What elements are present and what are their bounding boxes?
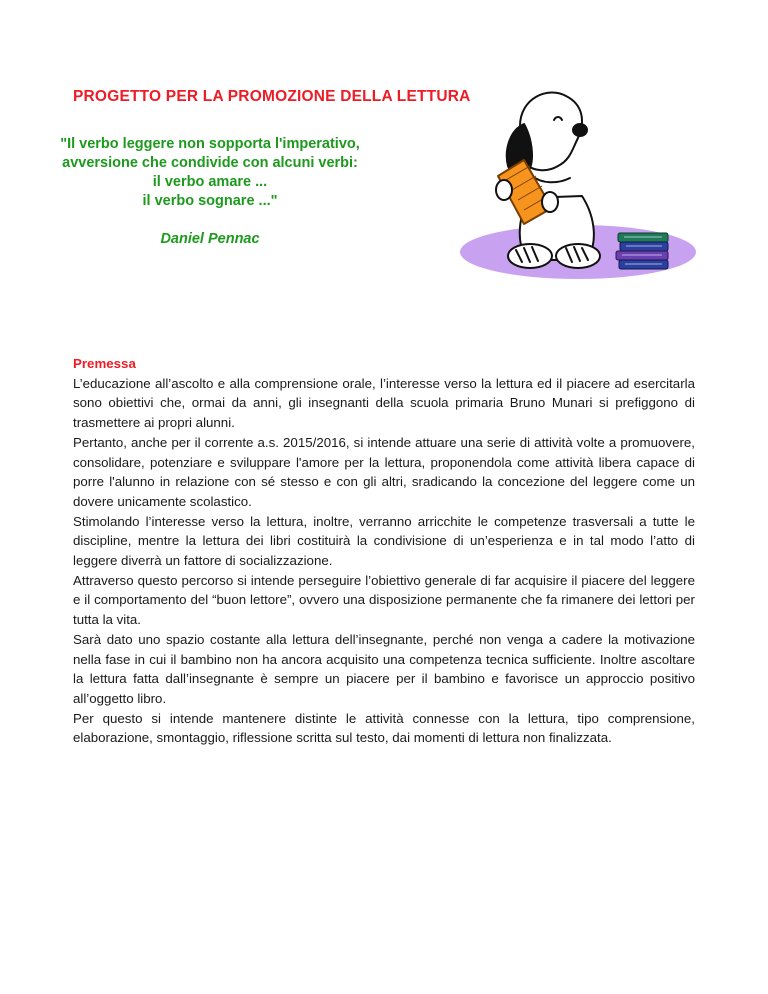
quote-line: il verbo sognare ...": [142, 193, 278, 209]
snoopy-reading-illustration: [458, 80, 708, 285]
quote-author: Daniel Pennac: [160, 231, 260, 247]
section-heading: Premessa: [73, 356, 136, 371]
paragraph: Pertanto, anche per il corrente a.s. 2015/2016, si intende attuare una serie di attività volte a promuovere, consolidare, potenziare e sviluppare l'amore per la lettura, proponendola come attività libera capace di porre l'alunno in relazione con sé stesso e con gli altri, sradicando la concezione del leggere come un dovere unicamente scolastico.: [73, 434, 695, 509]
quote-block: [60, 135, 360, 249]
book-stack-icon: [616, 233, 668, 269]
paragraph: Per questo si intende mantenere distinte le attività connesse con la lettura, tipo comprensione, elaborazione, smontaggio, riflessione scritta sul testo, dai momenti di lettura non finalizzata.: [73, 710, 695, 746]
quote-line: il verbo amare ...: [152, 174, 268, 190]
paragraph: L’educazione all’ascolto e alla comprensione orale, l’interesse verso la lettura ed il piacere ad esercitarla sono obiettivi che, ormai da anni, gli insegnanti della scuola primaria Bruno Munari si prefiggono di trasmettere ai propri alunni.: [73, 375, 695, 431]
paragraph: Sarà dato uno spazio costante alla lettura dell’insegnante, perché non venga a cadere la motivazione nella fase in cui il bambino non ha ancora acquisito una competenza tecnica sufficiente. Inoltre ascoltare la lettura fatta dall’insegnante è sempre un piacere per il bambino e favorisce un approccio positivo all’oggetto libro.: [73, 631, 695, 706]
quote-line: "Il verbo leggere non sopporta l'imperativo,: [60, 136, 360, 152]
page-title: PROGETTO PER LA PROMOZIONE DELLA LETTURA: [73, 88, 471, 105]
premessa-section: [73, 354, 695, 748]
quote-line: avversione che condivide con alcuni verbi:: [62, 155, 358, 171]
paragraph: Stimolando l’interesse verso la lettura, inoltre, verranno arricchite le competenze trasversali a tutte le discipline, mentre la lettura dei libri costituirà la condivisione di un’esperienza e in tal modo l’atto di leggere diverrà un fattore di socializzazione.: [73, 513, 695, 569]
paragraph: Attraverso questo percorso si intende perseguire l’obiettivo generale di far acquisire il piacere del leggere e il comportamento del “buon lettore”, ovvero una disposizione permanente che fa rimanere dei lettori per tutta la vita.: [73, 572, 695, 628]
